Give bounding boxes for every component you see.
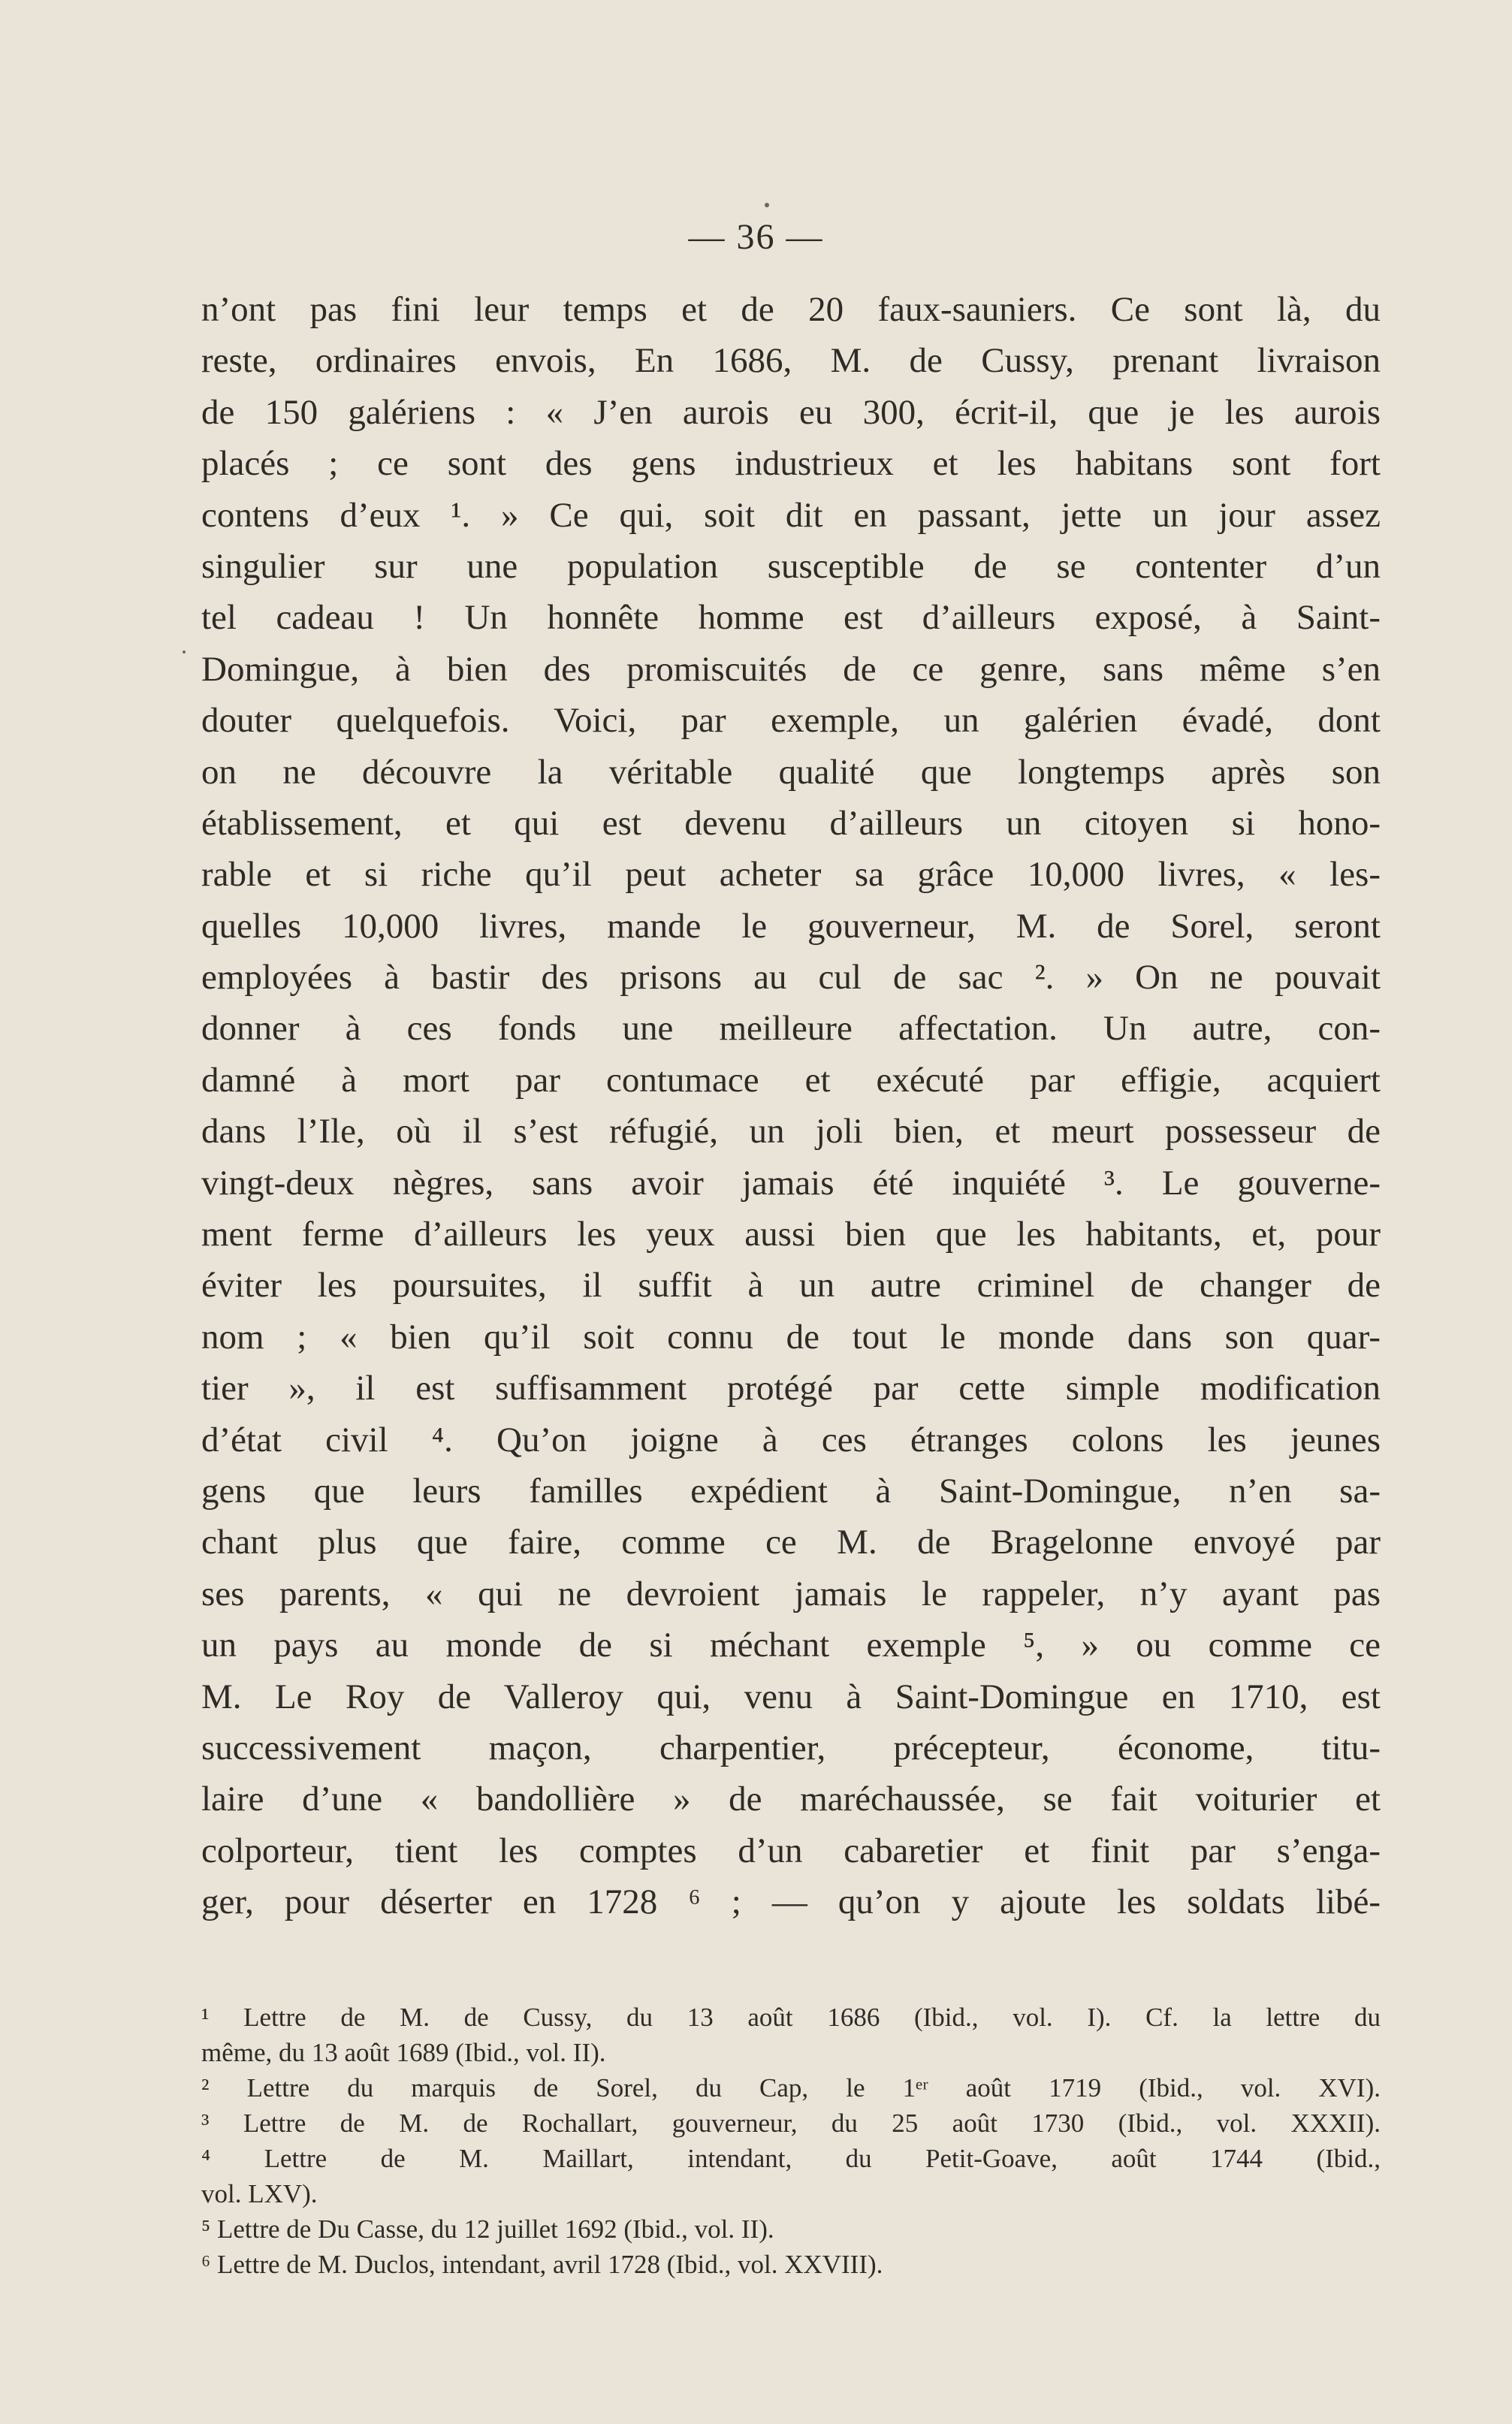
body-line: rable et si riche qu’il peut acheter sa grâce 10,000 livres, « les-: [201, 855, 1381, 895]
body-line: ment ferme d’ailleurs les yeux aussi bien que les habitants, et, pour: [201, 1215, 1381, 1254]
body-line: contens d’eux ¹. » Ce qui, soit dit en passant, jette un jour assez: [201, 495, 1381, 535]
footnote-line: ⁶ Lettre de M. Duclos, intendant, avril 1728 (Ibid., vol. XXVIII).: [201, 2250, 883, 2279]
body-line: n’ont pas fini leur temps et de 20 faux-sauniers. Ce sont là, du: [201, 290, 1381, 329]
body-line: chant plus que faire, comme ce M. de Bragelonne envoyé par: [201, 1523, 1381, 1562]
body-line: ger, pour déserter en 1728 ⁶ ; — qu’on y ajoute les soldats libé-: [201, 1882, 1381, 1922]
footnote-line: ⁵ Lettre de Du Casse, du 12 juillet 1692 (Ibid., vol. II).: [201, 2214, 774, 2244]
body-line: employées à bastir des prisons au cul de sac ². » On ne pouvait: [201, 958, 1381, 998]
body-line: reste, ordinaires envois, En 1686, M. de Cussy, prenant livraison: [201, 341, 1381, 381]
footnote-line: vol. LXV).: [201, 2179, 318, 2208]
body-line: douter quelquefois. Voici, par exemple, un galérien évadé, dont: [201, 701, 1381, 741]
body-line: laire d’une « bandollière » de maréchaussée, se fait voiturier et: [201, 1780, 1381, 1819]
body-line: vingt-deux nègres, sans avoir jamais été inquiété ³. Le gouverne-: [201, 1163, 1381, 1203]
body-line: on ne découvre la véritable qualité que longtemps après son: [201, 752, 1381, 792]
body-line: tel cadeau ! Un honnête homme est d’ailleurs exposé, à Saint-: [201, 598, 1381, 638]
body-line: M. Le Roy de Valleroy qui, venu à Saint-Domingue en 1710, est: [201, 1677, 1381, 1716]
footnote-line: même, du 13 août 1689 (Ibid., vol. II).: [201, 2038, 606, 2067]
body-line: damné à mort par contumace et exécuté par effigie, acquiert: [201, 1060, 1381, 1100]
body-line: gens que leurs familles expédient à Saint-Domingue, n’en sa-: [201, 1471, 1381, 1511]
footnote-line: ³ Lettre de M. de Rochallart, gouverneur, du 25 août 1730 (Ibid., vol. XXXII).: [201, 2109, 1381, 2138]
body-line: quelles 10,000 livres, mande le gouverneur, M. de Sorel, seront: [201, 906, 1381, 946]
body-line: ses parents, « qui ne devroient jamais le rappeler, n’y ayant pas: [201, 1574, 1381, 1613]
body-line: établissement, et qui est devenu d’ailleurs un citoyen si hono-: [201, 803, 1381, 843]
paper-speck: [183, 651, 186, 654]
page-number: — 36 —: [688, 217, 824, 257]
body-line: Domingue, à bien des promiscuités de ce genre, sans même s’en: [201, 649, 1381, 689]
footnote-line: ² Lettre du marquis de Sorel, du Cap, le 1ᵉʳ août 1719 (Ibid., vol. XVI).: [201, 2073, 1381, 2103]
paper-speck: [765, 203, 769, 207]
footnote-line: ¹ Lettre de M. de Cussy, du 13 août 1686 (Ibid., vol. I). Cf. la lettre du: [201, 2003, 1381, 2032]
body-line: d’état civil ⁴. Qu’on joigne à ces étranges colons les jeunes: [201, 1420, 1381, 1460]
body-line: successivement maçon, charpentier, précepteur, économe, titu-: [201, 1728, 1381, 1767]
body-line: dans l’Ile, où il s’est réfugié, un joli bien, et meurt possesseur de: [201, 1112, 1381, 1152]
body-line: tier », il est suffisamment protégé par cette simple modification: [201, 1369, 1381, 1408]
body-line: placés ; ce sont des gens industrieux et les habitans sont fort: [201, 444, 1381, 484]
body-line: singulier sur une population susceptible de se contenter d’un: [201, 546, 1381, 586]
body-line: éviter les poursuites, il suffit à un autre criminel de changer de: [201, 1266, 1381, 1306]
body-line: de 150 galériens : « J’en aurois eu 300, écrit-il, que je les aurois: [201, 392, 1381, 432]
body-line: nom ; « bien qu’il soit connu de tout le monde dans son quar-: [201, 1317, 1381, 1357]
body-text: [201, 284, 1381, 1928]
body-line: un pays au monde de si méchant exemple ⁵, » ou comme ce: [201, 1626, 1381, 1665]
body-line: colporteur, tient les comptes d’un cabaretier et finit par s’enga-: [201, 1831, 1381, 1870]
footnote-line: ⁴ Lettre de M. Maillart, intendant, du Petit-Goave, août 1744 (Ibid.,: [201, 2144, 1381, 2173]
body-line: donner à ces fonds une meilleure affectation. Un autre, con-: [201, 1009, 1381, 1049]
footnotes: [201, 2000, 1381, 2282]
